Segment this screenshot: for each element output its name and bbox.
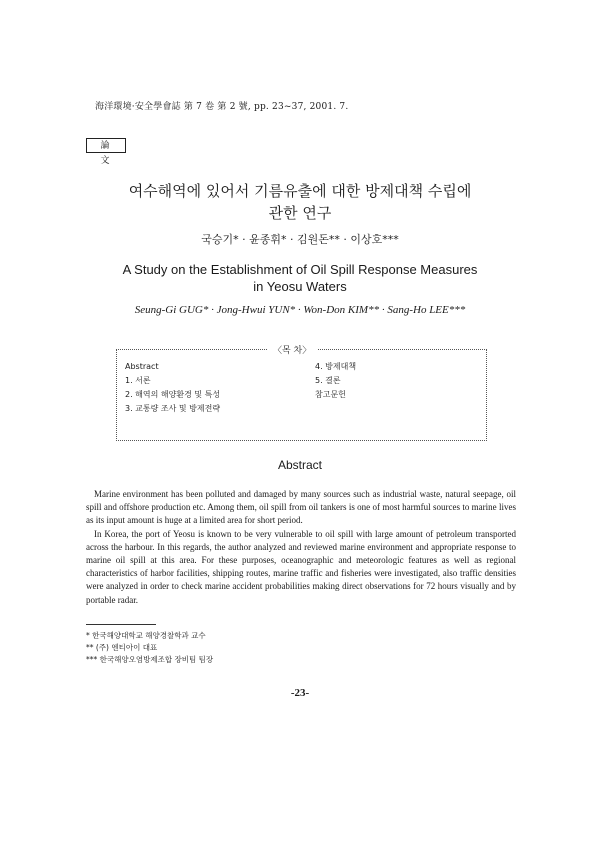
abstract-body [86,488,516,607]
footnote: * 한국해양대학교 해양경찰학과 교수 [86,631,206,640]
korean-title [0,180,600,224]
footnotes [86,630,213,666]
english-title [0,261,600,295]
footnote: ** (주) 엔티아이 대표 [86,643,158,652]
toc-item: 1. 서론 [125,376,151,385]
journal-citation: 海洋環境·安全學會誌 第 7 卷 第 2 號, pp. 23~37, 2001. 7. [95,102,349,112]
toc-item: 참고문헌 [315,390,346,399]
toc-heading: 〈목 차〉 [267,343,317,356]
toc-item: 4. 방제대책 [315,362,357,371]
toc-right-column [315,360,356,402]
toc-item: 3. 교통량 조사 및 방제전략 [125,404,221,413]
toc-item: 5. 결론 [315,376,341,385]
page-number: -23- [290,687,310,699]
english-authors: Seung-Gi GUG* · Jong-Hwui YUN* · Won-Don KIM** · Sang-Ho LEE*** [134,304,466,316]
korean-title-line-2: 관한 연구 [268,204,332,222]
table-of-contents [116,346,487,441]
korean-authors: 국승기* · 윤종휘* · 김원돈** · 이상호*** [201,233,399,246]
english-title-line-2: in Yeosu Waters [253,279,347,294]
abstract-paragraph: In Korea, the port of Yeosu is known to be very vulnerable to oil spill with large amount of petroleum transported across the harbour. In this regards, the author analyzed and reviewed marine environment and appropriate response to marine oil spill at this area. For these purposes, oceanographic and meteorologic features as well as regional characteristics of harbor facilities, shipping routes, marine traffic and fisheries were investigated, also traffic densities were analyzed in order to check marine accident probabilities making direct observations for 72 hours visually and by portable radar. [86,528,516,605]
article-type-label: 論 文 [86,138,126,153]
toc-item: Abstract [125,362,159,371]
korean-title-line-1: 여수해역에 있어서 기름유출에 대한 방제대책 수립에 [128,182,472,200]
english-title-line-1: A Study on the Establishment of Oil Spill Response Measures [122,262,478,277]
toc-left-column [125,360,220,416]
toc-item: 2. 해역의 해양환경 및 특성 [125,390,221,399]
footnote-divider [86,624,156,625]
abstract-heading: Abstract [277,458,322,472]
abstract-paragraph: Marine environment has been polluted and damaged by many sources such as industrial waste, natural seepage, oil spill and offshore production etc. Among them, oil spill from oil tankers is one of most harmful sources to marine lives as its input amount is huge at a limited area for short period. [86,489,516,526]
footnote: *** 한국해양오염방제조합 장비팀 팀장 [86,655,214,664]
